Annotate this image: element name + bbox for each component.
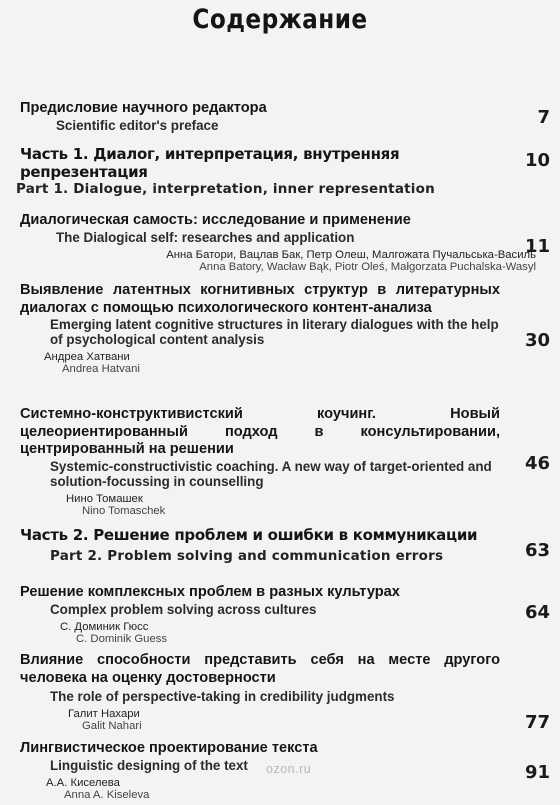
entry-title-ru: Предисловие научного редактора xyxy=(20,100,267,116)
entry-title-ru: Выявление латентных когнитивных структур в литературных диалогах с помощью психологического контент-анализа xyxy=(20,282,500,316)
page-number: 91 xyxy=(524,762,550,783)
toc-part-1[interactable] xyxy=(16,145,470,198)
toc-entry-coaching[interactable] xyxy=(20,406,500,517)
entry-title-en: Systemic-constructivistic coaching. A new way of target-oriented and solution-focussing in counselling xyxy=(50,458,492,489)
toc-part-2[interactable] xyxy=(20,526,500,565)
entry-title-en: Emerging latent cognitive structures in literary dialogues with the help of psychological content analysis xyxy=(50,317,499,347)
entry-title-en: The role of perspective-taking in credibility judgments xyxy=(50,689,395,704)
watermark: ozon.ru xyxy=(266,762,312,776)
entry-title-en: Complex problem solving across cultures xyxy=(50,601,317,617)
part-title-en: Part 1. Dialogue, interpretation, inner representation xyxy=(16,181,435,197)
entry-title-en: Scientific editor's preface xyxy=(56,117,219,133)
toc-entry-dialogical-self[interactable] xyxy=(20,212,536,273)
authors-en: C. Dominik Guess xyxy=(76,632,168,645)
authors-ru: С. Доминик Гюсс xyxy=(60,620,149,633)
page-number: 77 xyxy=(524,712,550,733)
entry-title-en: Linguistic designing of the text xyxy=(50,757,248,773)
toc-entry-linguistic-design[interactable] xyxy=(20,740,500,801)
entry-title-ru: Влияние способности представить себя на месте другого человека на оценку достоверности xyxy=(20,652,500,686)
page-number: 7 xyxy=(537,107,550,128)
page-number: 11 xyxy=(524,236,550,257)
entry-title-ru: Диалогическая самость: исследование и применение xyxy=(20,212,411,228)
authors-en: Nino Tomaschek xyxy=(82,504,166,517)
authors-ru: Галит Нахари xyxy=(68,708,140,720)
entry-title-en: The Dialogical self: researches and application xyxy=(56,229,355,245)
part-title-ru: Часть 1. Диалог, интерпретация, внутренняя репрезентация xyxy=(20,145,400,181)
page-number: 64 xyxy=(524,602,550,623)
page-number: 30 xyxy=(524,330,550,351)
toc-entry-complex-problem[interactable] xyxy=(20,584,500,645)
page-title: Содержание xyxy=(192,4,368,35)
authors-en: Galit Nahari xyxy=(82,720,142,732)
page-number: 10 xyxy=(524,150,550,171)
authors-ru: Анна Батори, Вацлав Бак, Петр Олеш, Малгожата Пучальська-Василь xyxy=(166,248,536,261)
part-title-en: Part 2. Problem solving and communication errors xyxy=(50,548,444,564)
authors-ru: А.А. Киселева xyxy=(46,776,120,789)
toc-entry-latent-structures[interactable] xyxy=(20,282,500,375)
toc-entry-perspective-taking[interactable] xyxy=(20,652,500,732)
authors-ru: Нино Томашек xyxy=(66,492,143,505)
part-title-ru: Часть 2. Решение проблем и ошибки в коммуникации xyxy=(20,526,478,544)
entry-title-ru: Системно-конструктивистский коучинг. Новый целеориентированный подход в консультировании, центрированный на решении xyxy=(20,406,500,457)
entry-title-ru: Лингвистическое проектирование текста xyxy=(20,740,318,756)
authors-en: Anna Batory, Wacław Bąk, Piotr Oleś, Małgorzata Puchalska-Wasyl xyxy=(199,260,536,273)
authors-en: Andrea Hatvani xyxy=(62,363,140,375)
toc-entry-preface[interactable] xyxy=(20,100,546,133)
page-number: 63 xyxy=(524,540,550,561)
entry-title-ru: Решение комплексных проблем в разных культурах xyxy=(20,584,400,600)
authors-ru: Андреа Хатвани xyxy=(44,351,130,363)
page-number: 46 xyxy=(524,453,550,474)
authors-en: Anna A. Kiseleva xyxy=(64,788,150,801)
